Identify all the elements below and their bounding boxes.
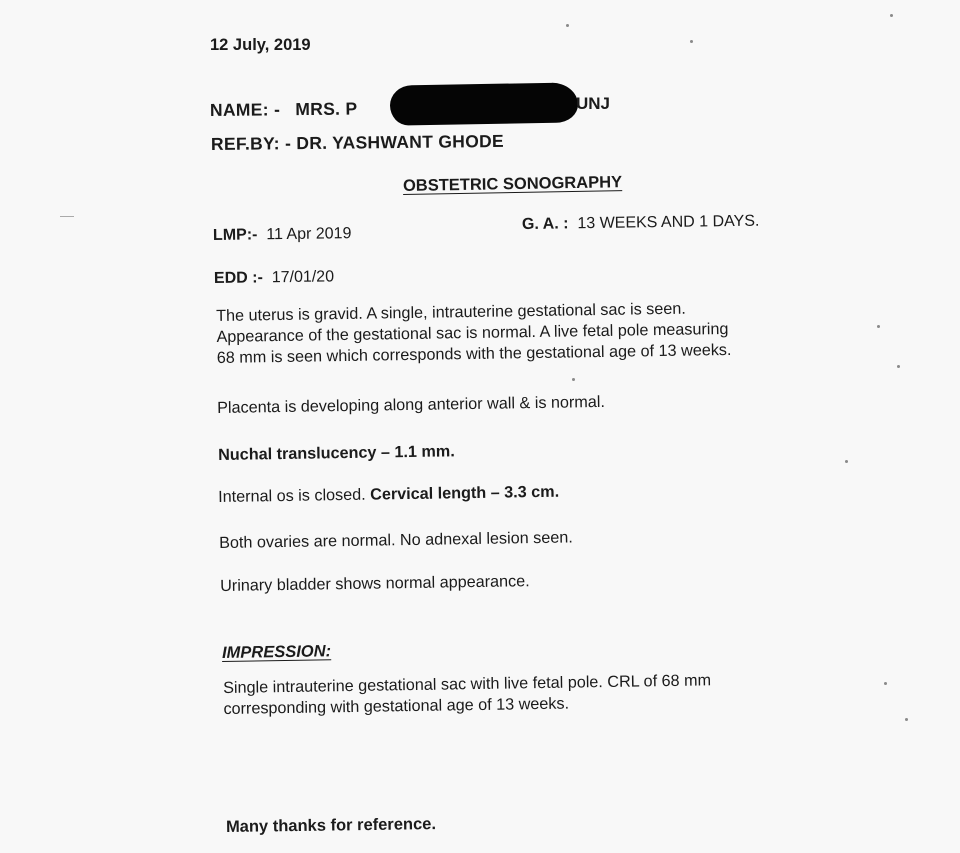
name-label: NAME: - bbox=[209, 99, 281, 120]
findings-nuchal: Nuchal translucency – 1.1 mm. bbox=[218, 442, 455, 464]
impression-line: Single intrauterine gestational sac with live fetal pole. CRL of 68 mm bbox=[223, 671, 712, 697]
scan-speck bbox=[897, 365, 900, 368]
ref-label: REF.BY: - bbox=[210, 133, 292, 154]
impression-heading: IMPRESSION: bbox=[221, 642, 332, 662]
ga-value: 13 WEEKS AND 1 DAYS. bbox=[577, 212, 760, 233]
lmp-row bbox=[213, 225, 352, 245]
findings-ovaries: Both ovaries are normal. No adnexal lesion seen. bbox=[219, 528, 573, 552]
findings-cervix bbox=[218, 482, 559, 508]
redaction-mark bbox=[390, 82, 579, 125]
scan-speck bbox=[905, 718, 908, 721]
findings-line: 68 mm is seen which corresponds with the gestational age of 13 weeks. bbox=[216, 340, 732, 367]
edd-row bbox=[214, 268, 334, 288]
findings-placenta: Placenta is developing along anterior wall & is normal. bbox=[217, 392, 606, 417]
report-date: 12 July, 2019 bbox=[210, 36, 311, 54]
name-value-suffix: UNJ bbox=[576, 94, 611, 113]
lmp-value: 11 Apr 2019 bbox=[266, 225, 352, 244]
scan-speck bbox=[845, 460, 848, 463]
scan-speck bbox=[572, 378, 575, 381]
cervical-length: Cervical length – 3.3 cm. bbox=[370, 482, 560, 504]
scan-speck bbox=[877, 325, 880, 328]
scan-speck bbox=[690, 40, 693, 43]
report-title: OBSTETRIC SONOGRAPHY bbox=[402, 173, 623, 195]
ref-value: DR. YASHWANT GHODE bbox=[296, 130, 505, 154]
findings-line: The uterus is gravid. A single, intrauterine gestational sac is seen. bbox=[216, 299, 686, 325]
scan-speck bbox=[884, 682, 887, 685]
closing-note: Many thanks for reference. bbox=[225, 815, 437, 836]
scan-speck bbox=[566, 24, 569, 27]
edd-label: EDD :- bbox=[213, 269, 263, 287]
findings-uterus bbox=[216, 298, 732, 369]
lmp-label: LMP:- bbox=[212, 226, 258, 244]
edd-value: 17/01/20 bbox=[271, 268, 335, 287]
impression-line: corresponding with gestational age of 13 weeks. bbox=[223, 694, 570, 718]
scan-speck bbox=[890, 14, 893, 17]
findings-line: Appearance of the gestational sac is normal. A live fetal pole measuring bbox=[216, 319, 729, 346]
name-value-prefix: MRS. P bbox=[295, 98, 358, 120]
ga-label: G. A. : bbox=[521, 215, 569, 233]
internal-os-text: Internal os is closed. bbox=[218, 485, 366, 506]
scan-mark bbox=[60, 216, 74, 217]
ga-row bbox=[522, 213, 760, 234]
impression-text bbox=[223, 670, 712, 720]
referred-by-row bbox=[211, 131, 504, 155]
findings-bladder: Urinary bladder shows normal appearance. bbox=[220, 572, 530, 595]
patient-name-row bbox=[210, 98, 358, 121]
